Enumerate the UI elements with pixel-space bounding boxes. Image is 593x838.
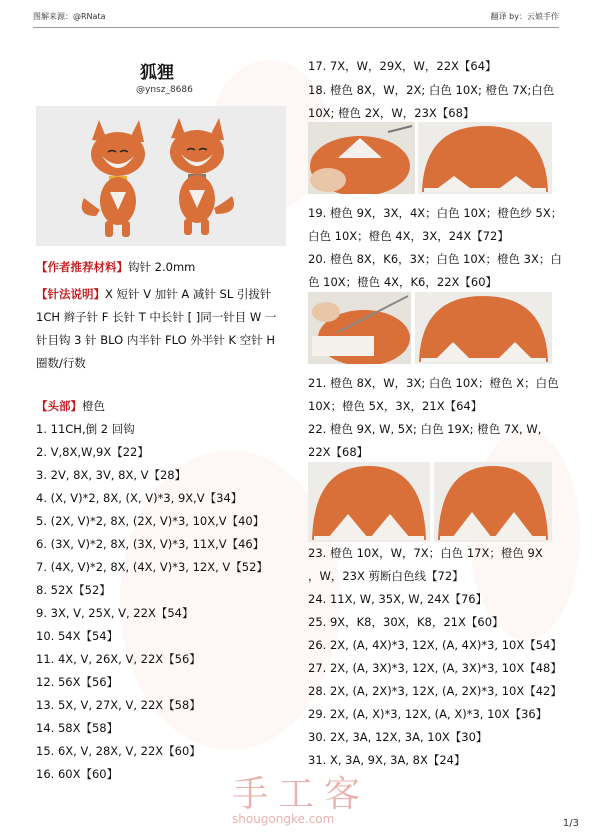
page-number: 1/3 (562, 818, 579, 829)
head-section-heading (36, 398, 105, 414)
pattern-row: 30. 2X, 3A, 12X, 3A, 10X【30】 (308, 730, 488, 744)
pattern-row: 23. 橙色 10X，W，7X；白色 17X；橙色 9X (308, 546, 543, 560)
abbreviations-block (36, 283, 291, 375)
pattern-row: 14. 58X【58】 (36, 721, 119, 735)
pattern-row: 15. 6X, V, 28X, V, 22X【60】 (36, 744, 201, 758)
pattern-row: 27. 2X, (A, 3X)*3, 12X, (A, 3X)*3, 10X【48】 (308, 661, 562, 675)
pattern-row: 5. (2X, V)*2, 8X, (2X, V)*3, 10X,V【40】 (36, 514, 265, 528)
pattern-row: 11. 4X, V, 26X, V, 22X【56】 (36, 652, 201, 666)
pattern-row: 21. 橙色 8X，W，3X; 白色 10X；橙色 X；白色 (308, 376, 559, 390)
head-label: 【头部】 (36, 399, 82, 413)
pattern-row: 19. 橙色 9X，3X，4X；白色 10X；橙色纱 5X； (308, 206, 563, 220)
pattern-row: 20. 橙色 8X，K6，3X；白色 10X；橙色 3X；白 (308, 252, 562, 266)
progress-photo-right (434, 462, 552, 542)
page-title: 狐狸 (140, 63, 174, 83)
pattern-row: 31. X, 3A, 9X, 3A, 8X【24】 (308, 753, 466, 767)
pattern-row: 10X；橙色 5X，3X，21X【64】 (308, 399, 483, 413)
abbrev-line: 圈数/行数 (36, 356, 86, 370)
abbrev-line: 针目钩 3 针 BLO 内半针 FLO 外半针 K 空针 H (36, 333, 276, 347)
pattern-row: 13. 5X, V, 27X, V, 22X【58】 (36, 698, 201, 712)
pattern-row: ，W，23X 剪断白色线【72】 (308, 569, 464, 583)
pattern-row: 28. 2X, (A, 2X)*3, 12X, (A, 2X)*3, 10X【42】 (308, 684, 562, 698)
progress-photo-left (308, 122, 415, 194)
pattern-row: 7. (4X, V)*2, 8X, (4X, V)*3, 12X, V【52】 (36, 560, 268, 574)
pattern-row: 10X; 橙色 2X，W，23X【68】 (308, 106, 475, 120)
pattern-row: 9. 3X, V, 25X, V, 22X【54】 (36, 606, 194, 620)
pattern-row: 2. V,8X,W,9X【22】 (36, 445, 149, 459)
pattern-row: 10. 54X【54】 (36, 629, 119, 643)
page-header (0, 0, 593, 30)
pattern-row: 22X【68】 (308, 445, 369, 459)
pattern-row: 12. 56X【56】 (36, 675, 119, 689)
abbrev-line: X 短针 V 加针 A 减针 SL 引拔针 (105, 287, 272, 301)
pattern-row: 色 10X；橙色 4X，K6，22X【60】 (308, 275, 498, 289)
translator-credit: 翻译 by：云娘手作 (490, 12, 559, 21)
author-handle: @ynsz_8686 (136, 85, 193, 95)
pattern-row: 26. 2X, (A, 4X)*3, 12X, (A, 4X)*3, 10X【54】 (308, 638, 562, 652)
pattern-row: 3. 2V, 8X, 3V, 8X, V【28】 (36, 468, 187, 482)
site-watermark-url: shougongke.com (232, 812, 335, 826)
pattern-row: 18. 橙色 8X，W，2X; 白色 10X; 橙色 7X;白色 (308, 83, 555, 97)
pattern-row: 1. 11CH,倒 2 回钩 (36, 422, 135, 436)
fox-dolls-photo (36, 106, 286, 246)
pattern-row: 22. 橙色 9X, W, 5X; 白色 19X; 橙色 7X, W, (308, 422, 542, 436)
progress-photo-right (415, 292, 552, 364)
pattern-row: 25. 9X，K8，30X，K8，21X【60】 (308, 615, 504, 629)
pattern-row: 6. (3X, V)*2, 8X, (3X, V)*3, 11X,V【46】 (36, 537, 265, 551)
header-divider (33, 27, 559, 28)
progress-photo-left (308, 292, 411, 364)
pattern-row: 8. 52X【52】 (36, 583, 111, 597)
head-color: 橙色 (82, 399, 105, 413)
site-watermark-logo: 手工客 (232, 774, 371, 815)
source-credit: 图解来源：@RNata (33, 12, 106, 21)
pattern-row: 17. 7X，W，29X，W，22X【64】 (308, 59, 497, 73)
pattern-row: 24. 11X, W, 35X, W, 24X【76】 (308, 592, 488, 606)
materials-line (36, 259, 291, 275)
materials-label: 【作者推荐材料】 (36, 260, 128, 274)
progress-photo-left (308, 462, 430, 542)
abbrev-line: 1CH 辫子针 F 长针 T 中长针 [ ]同一针目 W 一 (36, 310, 277, 324)
abbrev-label: 【针法说明】 (36, 287, 105, 301)
pattern-row: 4. (X, V)*2, 8X, (X, V)*3, 9X,V【34】 (36, 491, 243, 505)
progress-photo-right (418, 122, 552, 194)
pattern-row: 29. 2X, (A, X)*3, 12X, (A, X)*3, 10X【36】 (308, 707, 548, 721)
materials-text: 钩针 2.0mm (128, 260, 196, 274)
pattern-row: 16. 60X【60】 (36, 767, 119, 781)
pattern-row: 白色 10X；橙色 4X，3X，24X【72】 (308, 229, 509, 243)
